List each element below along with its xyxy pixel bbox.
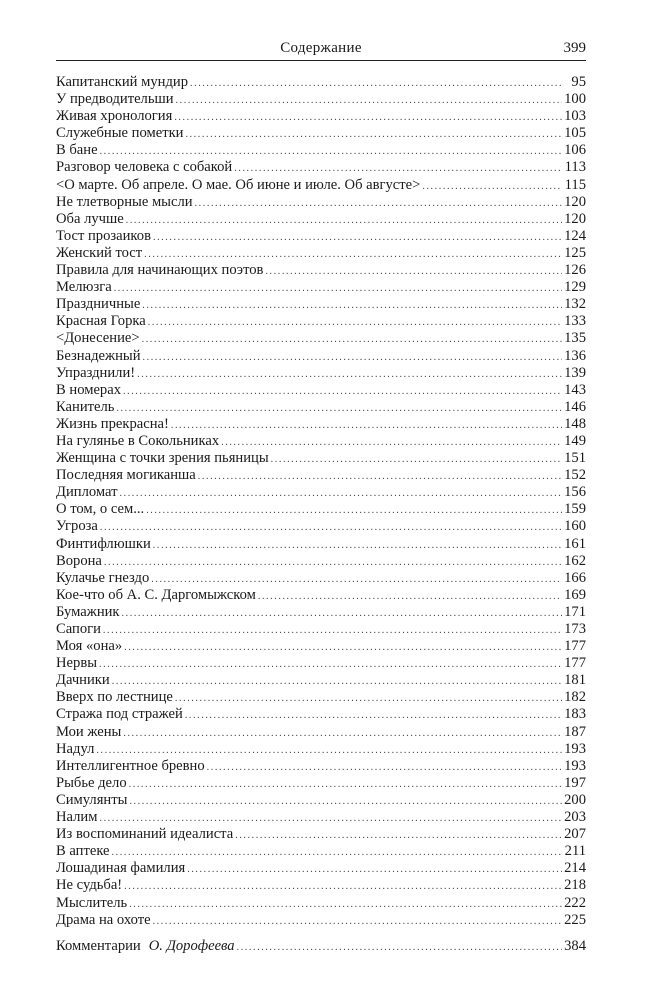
toc-entry-title: Налим — [56, 809, 98, 826]
toc-entry-title: Дачники — [56, 672, 110, 689]
dot-leader — [235, 827, 562, 844]
toc-entry-title: Мои жены — [56, 723, 122, 740]
toc-entry-title: Ворона — [56, 552, 102, 569]
dot-leader — [96, 742, 562, 759]
toc-entry-title: Тост прозаиков — [56, 227, 151, 244]
toc-entry-title: Последняя могиканша — [56, 467, 196, 484]
toc-entry-page: 218 — [564, 877, 586, 894]
toc-entry — [56, 450, 586, 467]
toc-entry-page: 156 — [564, 484, 586, 501]
toc-entry-title: Мыслитель — [56, 894, 128, 911]
toc-entry-title: Правила для начинающих поэтов — [56, 262, 264, 279]
dot-leader — [146, 502, 562, 519]
toc-entry-page: 129 — [564, 279, 586, 296]
dot-leader — [271, 451, 562, 468]
toc-entry-title: Праздничные — [56, 296, 141, 313]
toc-entry — [56, 860, 586, 877]
toc-entry-title: Канитель — [56, 398, 115, 415]
toc-entry-page: 193 — [564, 757, 586, 774]
toc-entry — [56, 536, 586, 553]
dot-leader — [112, 844, 562, 861]
dot-leader — [221, 434, 562, 451]
dot-leader — [143, 349, 563, 366]
toc-entry-page: 152 — [564, 467, 586, 484]
toc-entry-page: 126 — [564, 262, 586, 279]
dot-leader — [123, 383, 562, 400]
toc-entry — [56, 895, 586, 912]
toc-entry-page: 197 — [564, 774, 586, 791]
dot-leader — [122, 605, 562, 622]
toc-entry-page: 222 — [564, 894, 586, 911]
toc-entry — [56, 159, 586, 176]
toc-entry — [56, 724, 586, 741]
toc-entry — [56, 621, 586, 638]
dot-leader — [142, 297, 562, 314]
toc-entry-title: Женский тост — [56, 244, 143, 261]
toc-entry-title: Рыбье дело — [56, 774, 127, 791]
toc-entry-page: 183 — [564, 706, 586, 723]
toc-entry — [56, 142, 586, 159]
toc-entry — [56, 194, 586, 211]
dot-leader — [126, 212, 562, 229]
dot-leader — [100, 143, 562, 160]
toc-entry-page: 162 — [564, 552, 586, 569]
toc-entry-title: Не судьба! — [56, 877, 123, 894]
dot-leader — [153, 229, 562, 246]
toc-entry-page: 120 — [564, 210, 586, 227]
toc-entry — [56, 843, 586, 860]
dot-leader — [422, 178, 562, 195]
dot-leader — [116, 400, 562, 417]
toc-entry-title: Кое-что об А. С. Даргомыжском — [56, 586, 256, 603]
dot-leader — [129, 776, 562, 793]
running-head — [56, 38, 586, 61]
toc-entry-title: Дипломат — [56, 484, 118, 501]
toc-entry-page: 113 — [564, 159, 586, 176]
toc-entry-title: Надул — [56, 740, 95, 757]
toc-entry-page: 105 — [564, 125, 586, 142]
toc-entry-title: У предводительши — [56, 91, 174, 108]
dot-leader — [123, 725, 562, 742]
toc-entry-page: 139 — [564, 364, 586, 381]
dot-leader — [124, 878, 562, 895]
toc-entry-title: Капитанский мундир — [56, 74, 188, 90]
toc-entry-title: <О марте. Об апреле. О мае. Об июне и июле. Об августе> — [56, 176, 421, 193]
toc-entry — [56, 177, 586, 194]
toc-entry — [56, 399, 586, 416]
toc-entry-page: 200 — [564, 791, 586, 808]
dot-leader — [174, 109, 562, 126]
toc-entry — [56, 689, 586, 706]
toc-entry — [56, 587, 586, 604]
toc-entry-title: Кулачье гнездо — [56, 569, 150, 586]
dot-leader — [100, 519, 562, 536]
toc-entry-page: 159 — [564, 501, 586, 518]
dot-leader — [207, 759, 562, 776]
toc-entry-page: 106 — [564, 142, 586, 159]
dot-leader — [99, 656, 562, 673]
dot-leader — [153, 913, 562, 930]
toc-entry — [56, 330, 586, 347]
toc-entry-title: <Донесение> — [56, 330, 140, 347]
toc-entry — [56, 741, 586, 758]
dot-leader — [195, 195, 562, 212]
toc-entry-title: Финтифлюшки — [56, 535, 151, 552]
toc-entry-title: Драма на охоте — [56, 911, 151, 928]
toc-entry-page: 148 — [564, 415, 586, 432]
toc-entry — [56, 365, 586, 382]
toc-entry — [56, 655, 586, 672]
toc-entry — [56, 382, 586, 399]
dot-leader — [151, 571, 562, 588]
dot-leader — [103, 622, 562, 639]
toc-entry — [56, 245, 586, 262]
dot-leader — [148, 314, 562, 331]
toc-entry-comments — [56, 938, 586, 955]
dot-leader — [185, 126, 562, 143]
toc-entry — [56, 484, 586, 501]
toc-entry-page: 193 — [564, 740, 586, 757]
toc-entry-page: 187 — [564, 723, 586, 740]
toc-entry-title: Жизнь прекрасна! — [56, 415, 169, 432]
toc-entry — [56, 211, 586, 228]
toc-entry-page: 132 — [564, 296, 586, 313]
toc-entry-page: 166 — [564, 569, 586, 586]
toc-entry-page: 169 — [564, 586, 586, 603]
dot-leader — [234, 160, 562, 177]
toc-entry — [56, 638, 586, 655]
dot-leader — [137, 366, 562, 383]
toc-entry-title: Живая хронология — [56, 108, 173, 125]
toc-entry-page: 181 — [564, 672, 586, 689]
toc-entry-title: Безнадежный — [56, 347, 141, 364]
dot-leader — [142, 331, 562, 348]
toc-entry-page: 161 — [564, 535, 586, 552]
toc-entry — [56, 792, 586, 809]
dot-leader — [190, 75, 562, 92]
toc-entry — [56, 553, 586, 570]
toc-entry-page: 120 — [564, 193, 586, 210]
toc-entry-page: 136 — [564, 347, 586, 364]
toc-entry-title: В бане — [56, 142, 98, 159]
toc-entry — [56, 74, 586, 91]
toc-entry-title: На гулянье в Сокольниках — [56, 432, 220, 449]
toc-entry-title: Комментарии — [56, 937, 141, 954]
toc-entry — [56, 228, 586, 245]
toc-entry-page: 143 — [564, 381, 586, 398]
toc-entry-title: Лошадиная фамилия — [56, 860, 186, 877]
toc-entry-page: 124 — [564, 227, 586, 244]
toc-entry — [56, 467, 586, 484]
toc-entry — [56, 826, 586, 843]
toc-entry — [56, 108, 586, 125]
toc-entry — [56, 416, 586, 433]
toc-entry-title: В номерах — [56, 381, 121, 398]
toc-entry-title: Моя «она» — [56, 638, 123, 655]
toc-entry-page: 384 — [564, 937, 586, 954]
toc-entry-page: 182 — [564, 689, 586, 706]
toc-entry-page: 103 — [564, 108, 586, 125]
toc-entry-title: Служебные пометки — [56, 125, 184, 142]
toc-entry-page: 211 — [564, 843, 586, 860]
toc-entry — [56, 296, 586, 313]
dot-leader — [237, 939, 562, 956]
toc-entry-title: О том, о сем... — [56, 501, 145, 518]
toc-entry-title: Симулянты — [56, 791, 128, 808]
toc-entry — [56, 279, 586, 296]
toc-entry-title: Упразднили! — [56, 364, 136, 381]
toc-entry-page: 146 — [564, 398, 586, 415]
toc-entry — [56, 672, 586, 689]
running-head-page-number: 399 — [563, 40, 586, 56]
toc-entry-page: 225 — [564, 911, 586, 928]
toc-entry — [56, 91, 586, 108]
toc-entry — [56, 706, 586, 723]
dot-leader — [176, 92, 562, 109]
dot-leader — [129, 896, 562, 913]
toc-entry-title: Разговор человека с собакой — [56, 159, 233, 176]
dot-leader — [124, 639, 562, 656]
dot-leader — [144, 246, 562, 263]
toc-entry-title: Угроза — [56, 518, 98, 535]
running-head-title: Содержание — [280, 40, 362, 56]
toc-entry-title: Стража под стражей — [56, 706, 183, 723]
toc-entry-page: 160 — [564, 518, 586, 535]
toc-entry-title: Мелюзга — [56, 279, 112, 296]
toc-entry — [56, 809, 586, 826]
toc-entry-page: 177 — [564, 638, 586, 655]
toc-entry — [56, 313, 586, 330]
toc-entry — [56, 912, 586, 929]
toc-entry-page: 115 — [564, 176, 586, 193]
dot-leader — [104, 554, 562, 571]
toc-entry-title: Бумажник — [56, 603, 120, 620]
dot-leader — [265, 263, 562, 280]
toc-entry — [56, 262, 586, 279]
toc-entry — [56, 348, 586, 365]
toc-entry-page: 149 — [564, 432, 586, 449]
toc-entry-author: О. Дорофеева — [148, 937, 235, 954]
dot-leader — [187, 861, 562, 878]
dot-leader — [258, 588, 562, 605]
toc-entry-page: 207 — [564, 826, 586, 843]
dot-leader — [99, 810, 562, 827]
toc-entry — [56, 604, 586, 621]
toc-entry — [56, 518, 586, 535]
dot-leader — [114, 280, 562, 297]
dot-leader — [153, 537, 562, 554]
toc-entry-title: Сапоги — [56, 621, 101, 637]
toc-entry-title: В аптеке — [56, 843, 110, 860]
toc-entry-page: 177 — [564, 655, 586, 672]
toc-entry-title: Красная Горка — [56, 313, 146, 330]
dot-leader — [129, 793, 562, 810]
toc-entry-page: 95 — [571, 74, 586, 90]
toc-entry-page: 125 — [564, 244, 586, 261]
toc-entry-title: Вверх по лестнице — [56, 689, 173, 706]
toc-entry-page: 214 — [564, 860, 586, 877]
toc-entry-title: Женщина с точки зрения пьяницы — [56, 450, 269, 467]
book-page — [56, 38, 586, 955]
toc-entry — [56, 570, 586, 587]
toc-entry-page: 135 — [564, 330, 586, 347]
toc-entry-page: 133 — [564, 313, 586, 330]
toc-entry-title: Не тлетворные мысли — [56, 193, 193, 210]
toc-entry — [56, 775, 586, 792]
toc-entry — [56, 125, 586, 142]
table-of-contents — [56, 74, 586, 929]
toc-entry-page: 171 — [564, 603, 586, 620]
toc-entry-title: Оба лучше — [56, 210, 124, 227]
toc-entry-page: 151 — [564, 450, 586, 467]
toc-entry-page: 173 — [564, 621, 586, 637]
toc-entry — [56, 433, 586, 450]
dot-leader — [112, 673, 562, 690]
toc-entry-page: 100 — [564, 91, 586, 108]
toc-entry — [56, 758, 586, 775]
dot-leader — [120, 485, 563, 502]
dot-leader — [171, 417, 562, 434]
toc-entry-title: Интеллигентное бревно — [56, 757, 205, 774]
dot-leader — [175, 690, 562, 707]
toc-entry-title: Нервы — [56, 655, 98, 672]
toc-entry-page: 203 — [564, 809, 586, 826]
toc-entry-title: Из воспоминаний идеалиста — [56, 826, 234, 843]
dot-leader — [198, 468, 562, 485]
toc-entry — [56, 501, 586, 518]
toc-entry — [56, 877, 586, 894]
dot-leader — [185, 707, 562, 724]
